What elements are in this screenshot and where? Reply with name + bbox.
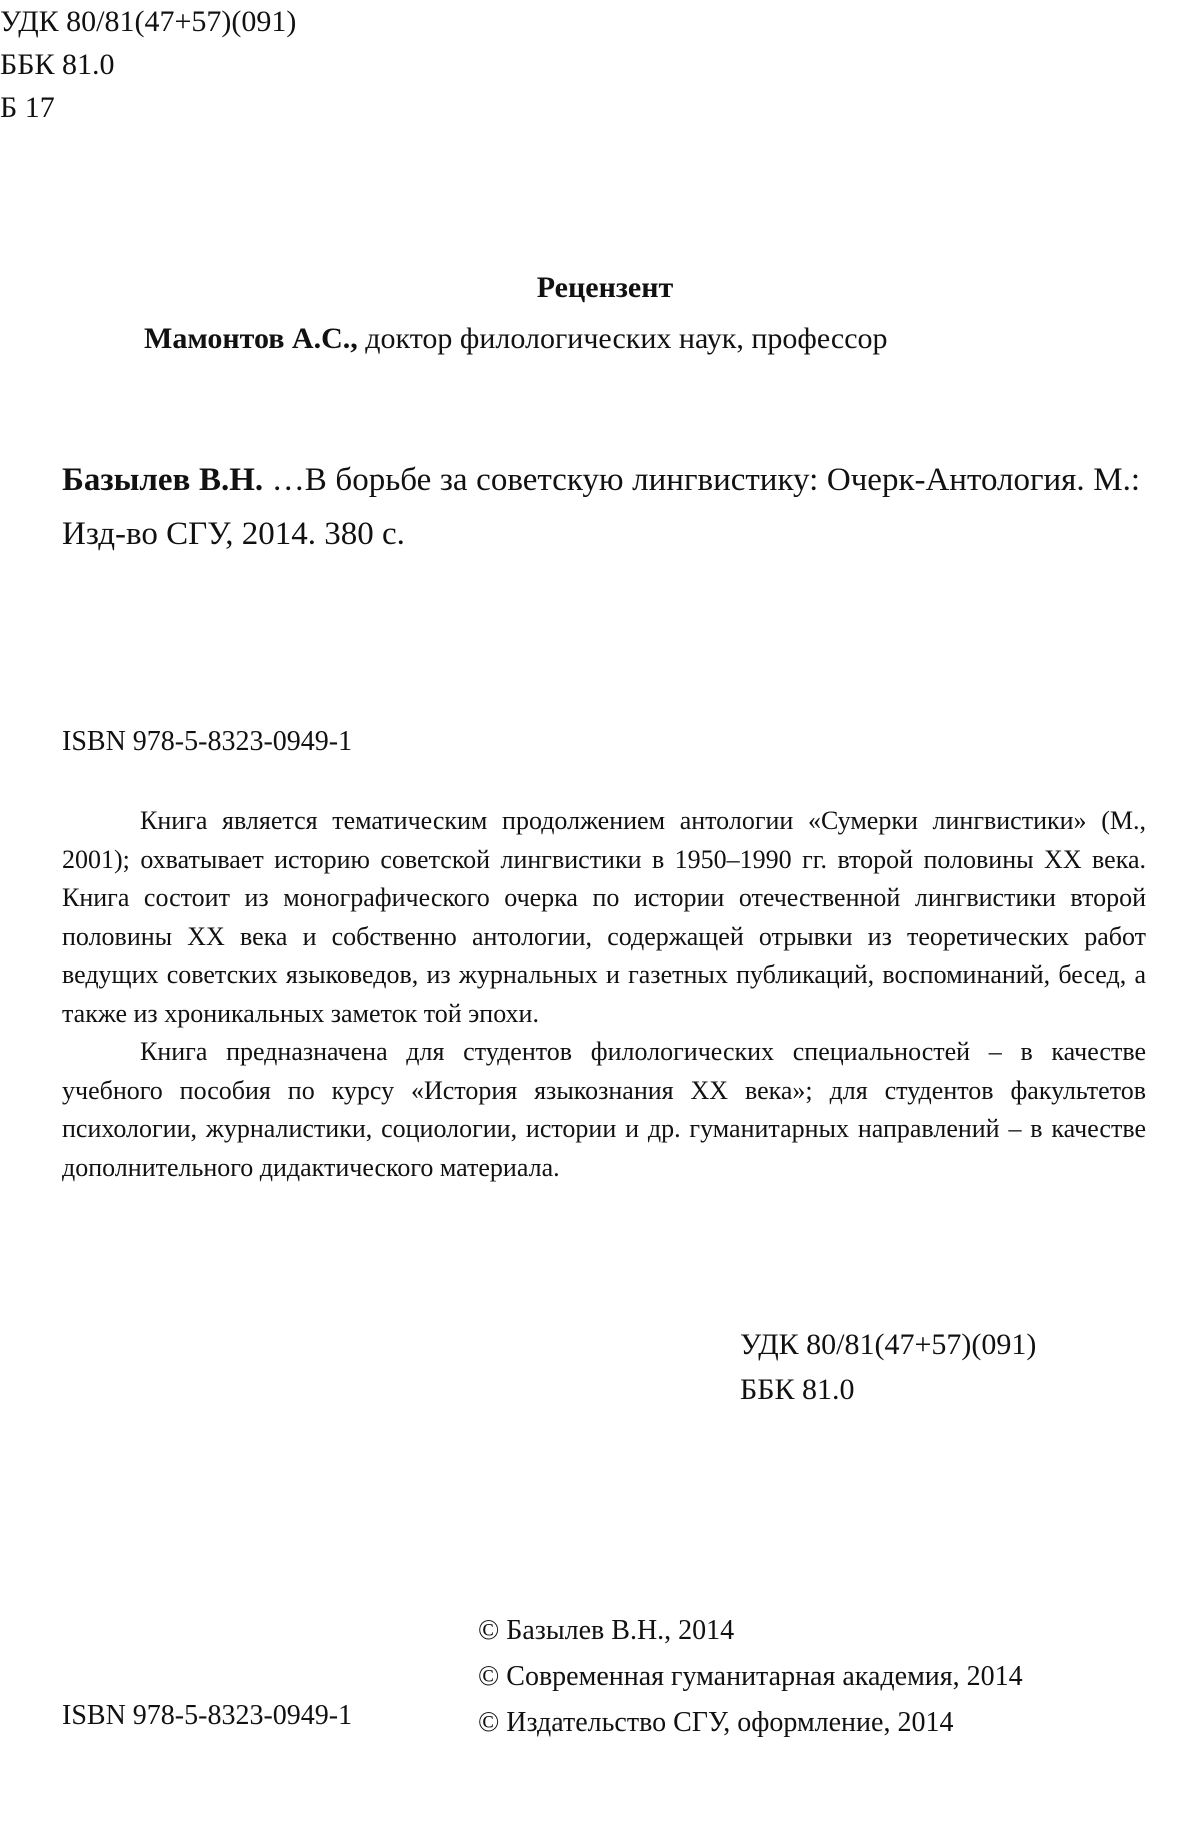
isbn-bottom: ISBN 978-5-8323-0949-1 bbox=[62, 1700, 353, 1731]
reviewer-name: Мамонтов А.С., bbox=[144, 322, 358, 355]
copyright-notices bbox=[478, 1608, 1023, 1746]
copyright-line: © Современная гуманитарная академия, 2014 bbox=[478, 1661, 1023, 1692]
udc-code: УДК 80/81(47+57)(091) bbox=[0, 5, 297, 38]
reviewer-line bbox=[144, 322, 888, 356]
bib-title: …В борьбе за советскую лингвистику: Очерк-Антология. М.: Изд-во СГУ, 2014. 380 с. bbox=[62, 462, 1140, 552]
reviewer-credentials: доктор филологических наук, профессор bbox=[357, 322, 888, 355]
abstract bbox=[62, 802, 1146, 1187]
bbk-code: ББК 81.0 bbox=[0, 48, 115, 81]
copyright-line: © Издательство СГУ, оформление, 2014 bbox=[478, 1707, 954, 1738]
copyright-line: © Базылев В.Н., 2014 bbox=[478, 1615, 735, 1646]
udc-code: УДК 80/81(47+57)(091) bbox=[740, 1328, 1037, 1361]
author-mark: Б 17 bbox=[0, 91, 55, 124]
reviewer-heading: Рецензент bbox=[536, 271, 674, 304]
bibliographic-entry bbox=[62, 453, 1140, 561]
abstract-paragraph: Книга предназначена для студентов филологических специальностей – в качестве учебного пособия по курсу «История языкознания XX века»; для студентов факультетов психологии, журналистики, социологии, истории и др. гуманитарных направлений – в качестве дополнительного дидактического материала. bbox=[62, 1037, 1146, 1182]
classification-codes-bottom bbox=[740, 1322, 1036, 1412]
abstract-paragraph: Книга является тематическим продолжением антологии «Сумерки лингвистики» (М., 2001); охватывает историю советской лингвистики в 1950–1990 гг. второй половины XX века. Книга состоит из монографического очерка по истории отечественной лингвистики второй половины XX века и собственно антологии, содержащей отрывки из теоретических работ ведущих советских языковедов, из журнальных и газетных публикаций, воспоминаний, бесед, а также из хроникальных заметок той эпохи. bbox=[62, 806, 1146, 1028]
classification-codes-top bbox=[0, 0, 1200, 129]
bib-author: Базылев В.Н. bbox=[62, 462, 264, 498]
bbk-code: ББК 81.0 bbox=[740, 1373, 855, 1406]
isbn-top: ISBN 978-5-8323-0949-1 bbox=[62, 726, 353, 757]
